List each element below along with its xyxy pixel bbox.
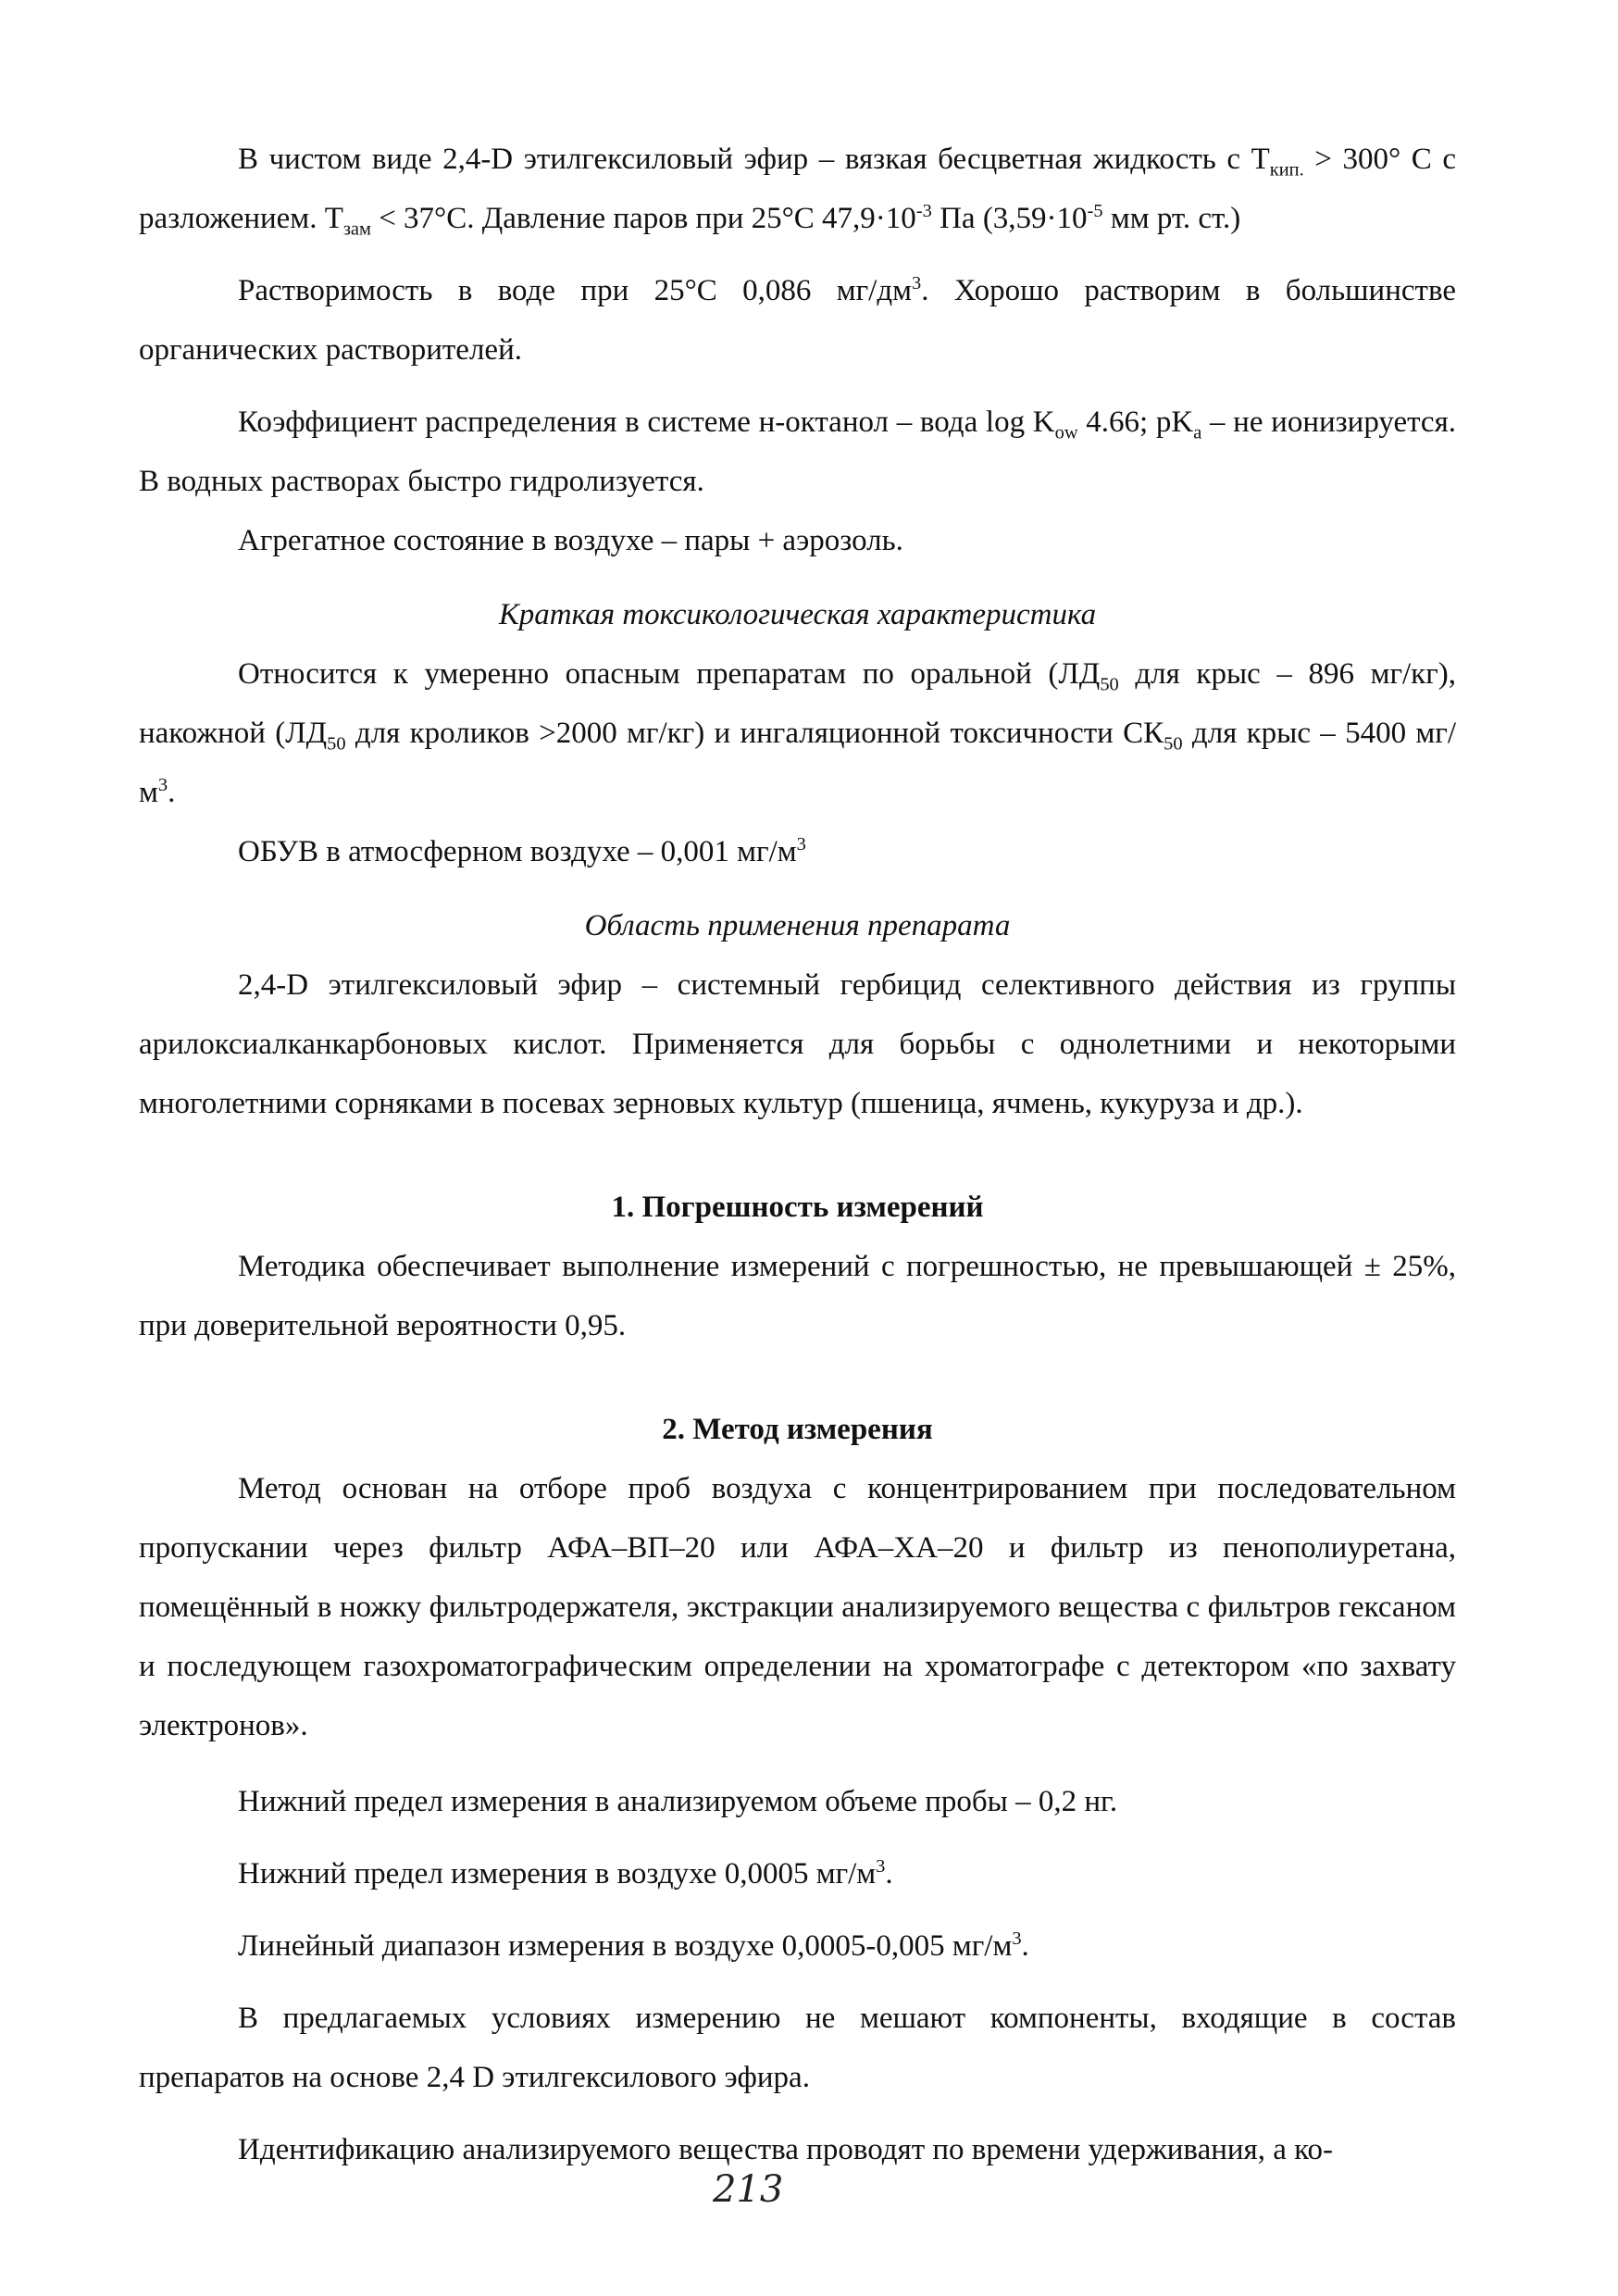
paragraph-aggregate-state: Агрегатное состояние в воздухе – пары + аэрозоль. xyxy=(238,524,903,557)
paragraph-interference: В предлагаемых условиях измерению не мешают компоненты, входящие в состав препаратов на основе 2,4 D этилгексилового эфира. xyxy=(139,2002,1456,2094)
section-title-measurement-method: 2. Метод измерения xyxy=(662,1413,933,1446)
paragraph-lower-limit-sample: Нижний предел измерения в анализируемом объеме пробы – 0,2 нг. xyxy=(238,1785,1118,1818)
paragraph-toxicity: Относится к умеренно опасным препаратам по оральной ($ЛД_{50}$ для крыс – 896 мг/кг), накожной ($ЛД_{50}$ для кроликов >2000 мг/кг) и ингаляционной токсичности $СК_{50}$ для крыс – 5400 $мг/м^3$. xyxy=(139,657,1457,809)
paragraph-physical-properties: В чистом виде 2,4-D этилгексиловый эфир – вязкая бесцветная жидкость с $Т_{кип.} > 300^\circ$ С с разложением. $Т_{зам} < 37^\circ С$. Давление паров при 25°С $47,9\cdot 10^{-3}$ Па ($3,59\cdot 10^{-5}$ мм рт. ст.) xyxy=(139,143,1457,240)
section-title-toxicology: Краткая токсикологическая характеристика xyxy=(498,598,1097,631)
paragraph-method-description: Метод основан на отборе проб воздуха с концентрированием при последовательном пропускании через фильтр АФА–ВП–20 или АФА–ХА–20 и фильтр из пенополиуретана, помещённый в ножку фильтродержателя, экстракции анализируемого вещества с фильтров гексаном и последующем газохроматографическим определении на хроматографе с детектором «по захвату электронов». xyxy=(139,1472,1456,1742)
paragraph-measurement-error: Методика обеспечивает выполнение измерений с погрешностью, не превышающей ± 25%, при доверительной вероятности 0,95. xyxy=(139,1250,1456,1342)
paragraph-solubility: Растворимость в воде при 25°С 0,086 $мг/дм^3$. Хорошо растворим в большинстве органических растворителей. xyxy=(139,273,1456,367)
paragraph-lower-limit-air: Нижний предел измерения в воздухе 0,0005 $мг/м^3$. xyxy=(238,1856,893,1890)
section-title-application: Область применения препарата xyxy=(584,909,1011,942)
paragraph-obuv: ОБУВ в атмосферном воздухе – 0,001 $мг/м^3$ xyxy=(238,834,806,868)
paragraph-application: 2,4-D этилгексиловый эфир – системный гербицид селективного действия из группы арилоксиалканкарбоновых кислот. Применяется для борьбы с однолетними и некоторыми многолетними сорняками в посевах зерновых культур (пшеница, ячмень, кукуруза и др.). xyxy=(139,968,1456,1120)
paragraph-linear-range: Линейный диапазон измерения в воздухе 0,0005-0,005 $мг/м^3$. xyxy=(238,1928,1029,1963)
paragraph-partition-coefficient: Коэффициент распределения в системе н-октанол – вода $\log K_{ow}$ 4.66; $pK_a$ – не ионизируется. В водных растворах быстро гидролизуется. xyxy=(139,406,1457,498)
section-title-measurement-error: 1. Погрешность измерений xyxy=(611,1191,984,1224)
paragraph-identification: Идентификацию анализируемого вещества проводят по времени удерживания, а ко- xyxy=(238,2133,1333,2166)
handwritten-page-number: 213 xyxy=(713,2168,784,2211)
